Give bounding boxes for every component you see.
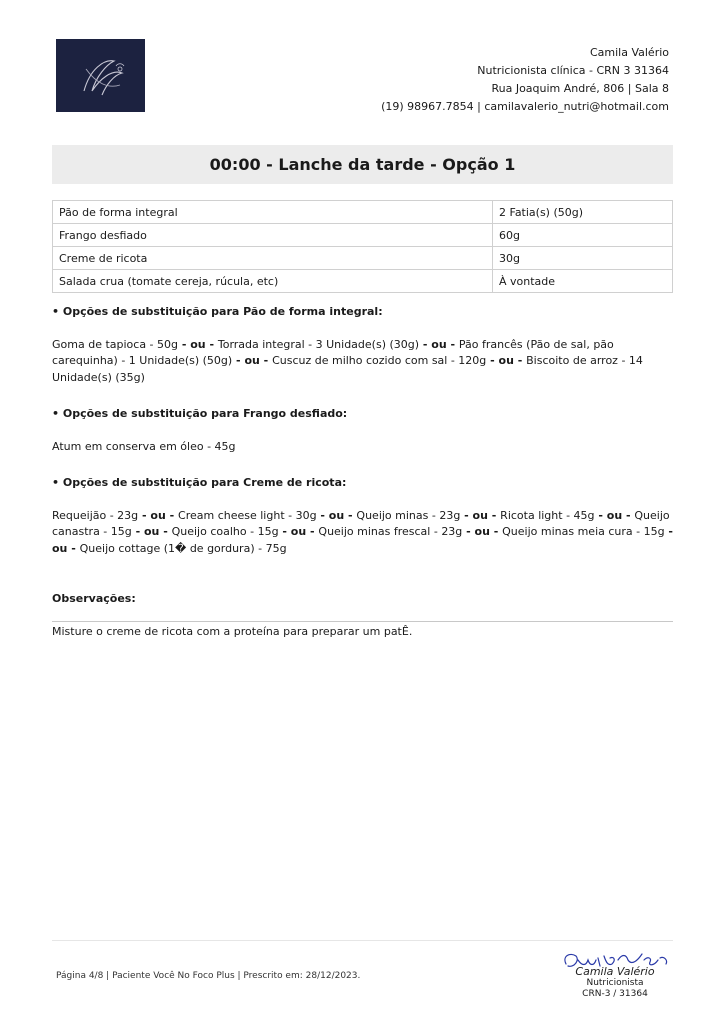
substitution-option: Requeijão - 23g: [52, 508, 139, 522]
signature-role: Nutricionista: [586, 978, 644, 988]
food-name: Pão de forma integral: [53, 201, 493, 224]
substitution-options: [52, 337, 673, 387]
food-table: [52, 200, 673, 293]
option-separator: - ou -: [419, 337, 459, 351]
substitution-option: Cream cheese light - 30g: [178, 508, 317, 522]
substitution-heading: • Opções de substituição para Creme de ricota:: [52, 476, 347, 489]
footer-divider: [52, 940, 673, 941]
signature: [556, 946, 674, 1006]
option-separator: - ou -: [178, 337, 218, 351]
professional-address: Rua Joaquim André, 806 | Sala 8: [491, 82, 669, 95]
professional-name: Camila Valério: [589, 46, 669, 59]
substitution-option: Atum em conserva em óleo - 45g: [52, 439, 236, 453]
observations-text: Misture o creme de ricota com a proteína para preparar um patÊ.: [52, 624, 413, 638]
option-separator: - ou -: [131, 525, 172, 538]
substitution-option: Pão francês (Pão de sal, pão carequinha) - 1 Unidade(s) (50g): [52, 337, 614, 367]
option-separator: - ou -: [460, 508, 501, 522]
monogram-logo: [56, 39, 145, 112]
substitution-option: Queijo canastra - 15g: [52, 508, 670, 538]
substitution-option: Queijo cottage (1� de gordura) - 75g: [79, 541, 287, 555]
table-row: [53, 201, 673, 224]
option-separator: - ou -: [232, 354, 273, 367]
observations-heading: Observações:: [52, 592, 136, 605]
professional-credential: Nutricionista clínica - CRN 3 31364: [477, 64, 669, 77]
substitution-options: [52, 439, 673, 456]
substitution-heading: • Opções de substituição para Pão de forma integral:: [52, 305, 383, 318]
substitution-option: Queijo minas frescal - 23g: [318, 525, 463, 538]
substitution-option: Queijo coalho - 15g: [171, 525, 279, 538]
section-divider: [52, 621, 673, 622]
signature-crn: CRN-3 / 31364: [582, 989, 648, 999]
food-quantity: 2 Fatia(s) (50g): [493, 201, 673, 224]
option-separator: - ou -: [462, 525, 503, 538]
food-name: Salada crua (tomate cereja, rúcula, etc): [53, 270, 493, 293]
food-quantity: À vontade: [493, 270, 673, 293]
substitution-option: Torrada integral - 3 Unidade(s) (30g): [217, 337, 420, 351]
substitution-option: Ricota light - 45g: [500, 508, 595, 522]
substitution-option: Queijo minas - 23g: [356, 508, 461, 522]
professional-contact: (19) 98967.7854 | camilavalerio_nutri@hotmail.com: [381, 100, 669, 113]
option-separator: - ou -: [278, 525, 319, 538]
substitution-option: Goma de tapioca - 50g: [52, 337, 179, 351]
footer-text: Página 4/8 | Paciente Você No Foco Plus | Prescrito em: 28/12/2023.: [56, 971, 361, 981]
table-row: [53, 224, 673, 247]
meal-title: 00:00 - Lanche da tarde - Opção 1: [52, 145, 673, 184]
substitution-options: [52, 508, 673, 558]
substitution-option: Queijo minas meia cura - 15g: [502, 525, 665, 538]
signature-name: Camila Valério: [575, 965, 655, 978]
substitution-option: Biscoito de arroz - 14 Unidade(s) (35g): [52, 354, 643, 384]
option-separator: - ou -: [52, 525, 673, 555]
option-separator: - ou -: [138, 508, 179, 522]
table-row: [53, 270, 673, 293]
food-name: Creme de ricota: [53, 247, 493, 270]
substitution-heading: • Opções de substituição para Frango desfiado:: [52, 407, 348, 420]
option-separator: - ou -: [594, 508, 635, 522]
option-separator: - ou -: [316, 508, 357, 522]
food-name: Frango desfiado: [53, 224, 493, 247]
table-row: [53, 247, 673, 270]
professional-info: [381, 44, 669, 116]
food-quantity: 30g: [493, 247, 673, 270]
substitution-option: Cuscuz de milho cozido com sal - 120g: [272, 354, 487, 367]
option-separator: - ou -: [486, 354, 527, 367]
food-quantity: 60g: [493, 224, 673, 247]
monogram-logo-icon: [56, 39, 145, 112]
substitutions-section: [52, 304, 673, 640]
